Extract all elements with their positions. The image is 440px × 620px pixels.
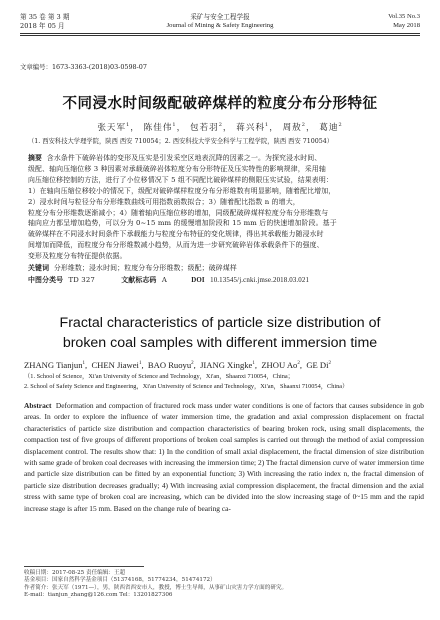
header-rule — [20, 33, 420, 34]
author-cn: 张天军$^1$ — [97, 122, 131, 133]
abstract-cn-line: 级配、轴向压缩位移 3 种因素对承载破碎岩体粒度分布分形特征及压实特性的影响规律，采用轴 — [28, 164, 326, 173]
header-volume-en: Vol.35 No.3 — [388, 13, 420, 20]
authors-cn: 张天军$^1$， 陈佳伟$^1$， 包若羽$^2$， 蒋兴科$^1$， 周敖$^2$， 葛迪$^2$ — [97, 122, 343, 133]
article-id: 文章编号：1673-3363-(2018)03-0598-07 — [20, 63, 147, 71]
footnote-rule — [24, 566, 144, 567]
header-volume-cn: 第 35 卷 第 3 期 — [20, 13, 70, 21]
classification-row — [28, 275, 428, 287]
title-en-line: Fractal characteristics of particle size distribution of — [59, 315, 381, 331]
abstract-cn-line: 轴向应力都呈增加趋势，可以分为 0~15 mm 的缓慢增加阶段和 15 mm 后的快速增加阶段。基于 — [28, 219, 337, 228]
author-cn: 陈佳伟$^1$ — [143, 122, 177, 133]
abstract-cn-line: 间增加而降低，而粒度分布分形维数减小趋势，从而为进一步研究破碎岩体承载条件下的强度、 — [28, 241, 324, 250]
header-journal-cn: 采矿与安全工程学报 — [190, 13, 250, 21]
abstract-cn-line: 摘要 含水条件下破碎岩体的变形及压实是引发采空区地表沉降的因素之一。为探究浸水时间、 — [28, 154, 322, 162]
keywords-cn-label: 关键词 — [28, 264, 50, 272]
author-cn: 蒋兴科$^1$ — [236, 122, 270, 133]
author-en: BAO Ruoyu$^2$ — [147, 360, 194, 370]
author-cn: 周敖$^2$ — [282, 122, 306, 133]
footnote — [24, 570, 424, 599]
title-en — [0, 313, 440, 353]
doc-code-label: 文献标志码 — [121, 276, 157, 284]
clc-value: TD 327 — [68, 276, 95, 284]
keywords-cn-text: 分形维数；浸水时间；粒度分布分形维数；级配；破碎煤样 — [53, 264, 237, 272]
header-journal-en: Journal of Mining & Safety Engineering — [166, 22, 274, 29]
footnote-author-info: 作者简介：张天军（1971—），男，陕西省西安市人，教授，博士生导师，从事矿山灾害力学方面的研究。 — [24, 584, 288, 591]
header-date-cn: 2018 年 05 月 — [20, 22, 65, 30]
abstract-cn-line: 破碎煤样在不同浸水时间条件下承载能力与粒度分布特征的变化规律，得出其承载能力随浸水时 — [28, 230, 324, 239]
author-en: CHEN Jiawei$^1$ — [91, 360, 142, 370]
affiliation-en: 2. School of Safety Science and Engineering，Xi'an University of Science and Technology，Xi'an，Shaanxi 710054，China） — [24, 383, 349, 390]
author-en: GE Di$^2$ — [306, 360, 332, 370]
abstract-en — [24, 400, 424, 514]
doi-value: 10.13545/j.cnki.jmse.2018.03.021 — [210, 277, 310, 284]
abstract-cn — [28, 153, 418, 262]
author-cn: 葛迪$^2$ — [319, 122, 343, 133]
keywords-cn — [28, 263, 418, 274]
abstract-cn-line: 1）在轴向压缩位移较小的情况下，级配对破碎煤样粒度分布分形维数有明显影响，随着配比增加， — [28, 186, 336, 195]
author-en: JIANG Xingke$^1$ — [200, 360, 255, 370]
abstract-en-text: Deformation and compaction of fractured rock mass under water conditions is one of factors that causes subsidence in gob areas. In order to explore the influence of water immersion time, the gradation and axial compression displacement on fractal characteristics of particle size distribution and compaction characteristics of bearing broken rock, using small displacements, the compaction test of five groups of different proportions of broken coal samples is carried out through the method of axial compression displacement control. The results show that: 1) In the condition of small axial displacement, the fractal dimension of size distribution with same grade of broken coal decreases with increasing the immersion time; 2) The fractal dimension curve of water immersion time and particle size distribution can be fitted by an exponential function; 3) With increasing the ratio index n, the fractal dimension of particle size distribution decreases gradually; 4) With increasing axial compression displacement, the fractal dimension and the axial stress with same type of broken coal are increasing, which can be divided into the slow increasing stage of 0~15 mm and the rapid increase stage is after 15 mm. Based on the change rule of bearing ca- — [24, 401, 425, 513]
title-cn: 不同浸水时间级配破碎煤样的粒度分布分形特征 — [62, 95, 378, 112]
affiliation-en: （1. School of Science，Xi'an University of Science and Technology，Xi'an，Shaanxi 710054，China； — [24, 373, 294, 380]
title-en-line: broken coal samples with different immersion time — [62, 335, 378, 351]
footnote-email: E-mail：tianjun_zhang@126.com Tel：13201827306 — [24, 591, 173, 598]
footnote-received: 收稿日期：2017-08-25 责任编辑：王超 — [24, 570, 126, 576]
doc-code-value: A — [161, 276, 167, 284]
abstract-en-label: Abstract — [24, 401, 52, 410]
header-date-en: May 2018 — [393, 22, 420, 29]
abstract-cn-line: 变形及粒度分布特征提供依据。 — [28, 252, 127, 261]
authors-en: ZHANG Tianjun$^1$, CHEN Jiawei$^1$, BAO Ruoyu$^2$, JIANG Xingke$^1$, ZHOU Ao$^2$, GE Di$^2$ — [24, 360, 332, 370]
affiliation-cn: （1. 西安科技大学理学院，陕西 西安 710054；2. 西安科技大学安全科学与工程学院，陕西 西安 710054） — [28, 138, 334, 145]
footnote-fund: 基金项目：国家自然科学基金项目（51374168，51774234，51474172） — [24, 577, 216, 584]
author-en: ZHOU Ao$^2$ — [261, 360, 300, 370]
header-rule-thin — [20, 35, 420, 36]
abstract-cn-label: 摘要 — [28, 154, 43, 162]
author-cn: 包若羽$^2$ — [189, 122, 223, 133]
clc-label: 中图分类号 — [28, 276, 64, 284]
abstract-cn-line: 粒度分布分形维数逐渐减小；4）随着轴向压缩位移的增加，同级配破碎煤样粒度分布分形维数与 — [28, 208, 329, 217]
doi-label: DOI — [191, 277, 205, 284]
abstract-cn-line: 向压缩位移控制的方法，进行了小位移情况下 5 组不同配比破碎煤样的侧限压实试验，结果表明： — [28, 175, 333, 184]
author-en: ZHANG Tianjun$^1$ — [24, 360, 85, 370]
abstract-cn-line: 2）浸水时间与粒径分布分形维数曲线可用指数函数拟合；3）随着配比指数 n 的增大， — [28, 197, 300, 206]
